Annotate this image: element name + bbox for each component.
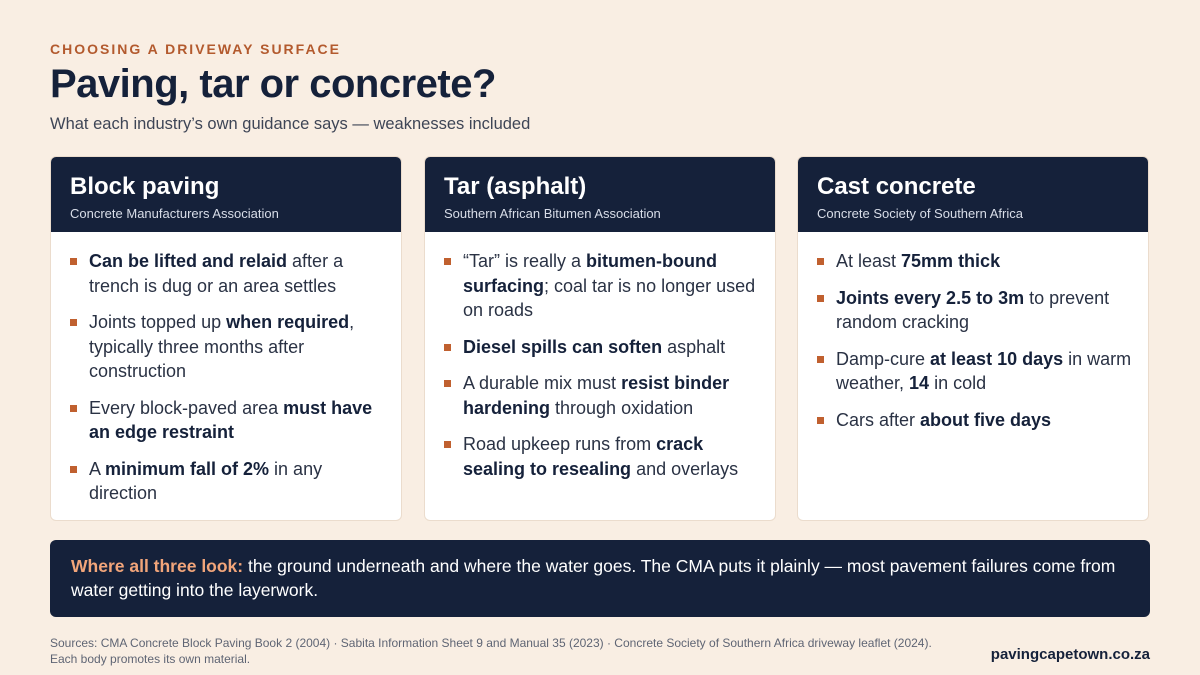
emphasis-text: Joints every 2.5 to 3m: [836, 287, 1025, 308]
list-item: [89, 249, 385, 298]
item-text: A: [89, 458, 106, 479]
square-bullet-icon: [817, 258, 824, 265]
card-header: [425, 157, 775, 232]
callout-text: the ground underneath and where the water goes. The CMA puts it plainly — most pavement failures come from water getting into the layerwork.: [71, 556, 1116, 600]
card-cast-concrete: [797, 156, 1149, 521]
item-text: Cars after: [836, 409, 921, 430]
square-bullet-icon: [70, 319, 77, 326]
card-list: [425, 232, 775, 481]
item-text: through oxidation: [550, 397, 694, 418]
square-bullet-icon: [70, 405, 77, 412]
list-item: [463, 371, 759, 420]
item-text: “Tar” is really a: [463, 251, 587, 271]
list-item: [463, 249, 759, 323]
callout-highlight: Where all three look:: [71, 556, 244, 576]
card-list: [51, 232, 401, 506]
card-tar-asphalt: [424, 156, 776, 521]
list-item: [463, 335, 759, 360]
list-item: [836, 286, 1132, 335]
page-title: Paving, tar or concrete?: [50, 62, 496, 106]
card-org: Concrete Society of Southern Africa: [817, 206, 1023, 221]
emphasis-text: minimum fall of 2%: [105, 458, 270, 479]
square-bullet-icon: [70, 258, 77, 265]
callout-box: [50, 540, 1150, 617]
emphasis-text: resist binder hardening: [463, 373, 730, 418]
item-text: At least: [836, 251, 902, 271]
item-text: in warm weather,: [836, 348, 1132, 393]
emphasis-text: must have an edge restraint: [89, 397, 373, 442]
card-org: Southern African Bitumen Association: [444, 206, 661, 221]
item-text: in cold: [929, 373, 987, 393]
item-text: Road upkeep runs from: [463, 434, 657, 454]
card-block-paving: [50, 156, 402, 521]
square-bullet-icon: [70, 466, 77, 473]
square-bullet-icon: [817, 295, 824, 302]
item-text: , typically three months after construction: [89, 312, 355, 381]
square-bullet-icon: [444, 258, 451, 265]
item-text: in any direction: [89, 458, 323, 503]
card-title: Cast concrete: [817, 173, 976, 200]
square-bullet-icon: [444, 441, 451, 448]
item-text: and overlays: [631, 458, 739, 479]
emphasis-text: Diesel spills can soften: [463, 336, 663, 357]
card-list: [798, 232, 1148, 432]
square-bullet-icon: [444, 380, 451, 387]
list-item: [89, 396, 385, 445]
eyebrow: CHOOSING A DRIVEWAY SURFACE: [50, 41, 342, 57]
square-bullet-icon: [444, 344, 451, 351]
list-item: [836, 249, 1132, 274]
sources-note: Sources: CMA Concrete Block Paving Book 2 (2004) · Sabita Information Sheet 9 and Manual 35 (2023) · Concrete Society of Southern Africa driveway leaflet (2024). Each body promotes its own material.: [50, 636, 932, 666]
card-title: Block paving: [70, 173, 220, 200]
item-text: asphalt: [662, 336, 726, 357]
item-text: Damp-cure: [836, 348, 931, 369]
site-url: pavingcapetown.co.za: [990, 646, 1150, 663]
emphasis-text: about five days: [920, 409, 1052, 430]
item-text: Joints topped up: [89, 312, 227, 332]
list-item: [89, 457, 385, 506]
item-text: ; coal tar is no longer used on roads: [463, 275, 756, 320]
page-subtitle: What each industry’s own guidance says — weaknesses included: [50, 115, 531, 133]
emphasis-text: 14: [909, 373, 930, 393]
emphasis-text: 75mm thick: [901, 251, 1001, 271]
list-item: [836, 408, 1132, 433]
square-bullet-icon: [817, 417, 824, 424]
emphasis-text: at least 10 days: [930, 348, 1064, 369]
emphasis-text: crack sealing to resealing: [463, 434, 704, 479]
card-org: Concrete Manufacturers Association: [70, 206, 279, 221]
card-header: [798, 157, 1148, 232]
card-title: Tar (asphalt): [444, 173, 587, 200]
emphasis-text: Can be lifted and relaid: [89, 251, 288, 271]
item-text: after a trench is dug or an area settles: [89, 251, 344, 296]
square-bullet-icon: [817, 356, 824, 363]
item-text: A durable mix must: [463, 373, 622, 393]
emphasis-text: bitumen-bound surfacing: [463, 251, 717, 296]
emphasis-text: when required: [226, 312, 350, 332]
list-item: [463, 432, 759, 481]
item-text: to prevent random cracking: [836, 287, 1110, 332]
list-item: [89, 310, 385, 384]
list-item: [836, 347, 1132, 396]
item-text: Every block-paved area: [89, 397, 284, 418]
card-header: [51, 157, 401, 232]
